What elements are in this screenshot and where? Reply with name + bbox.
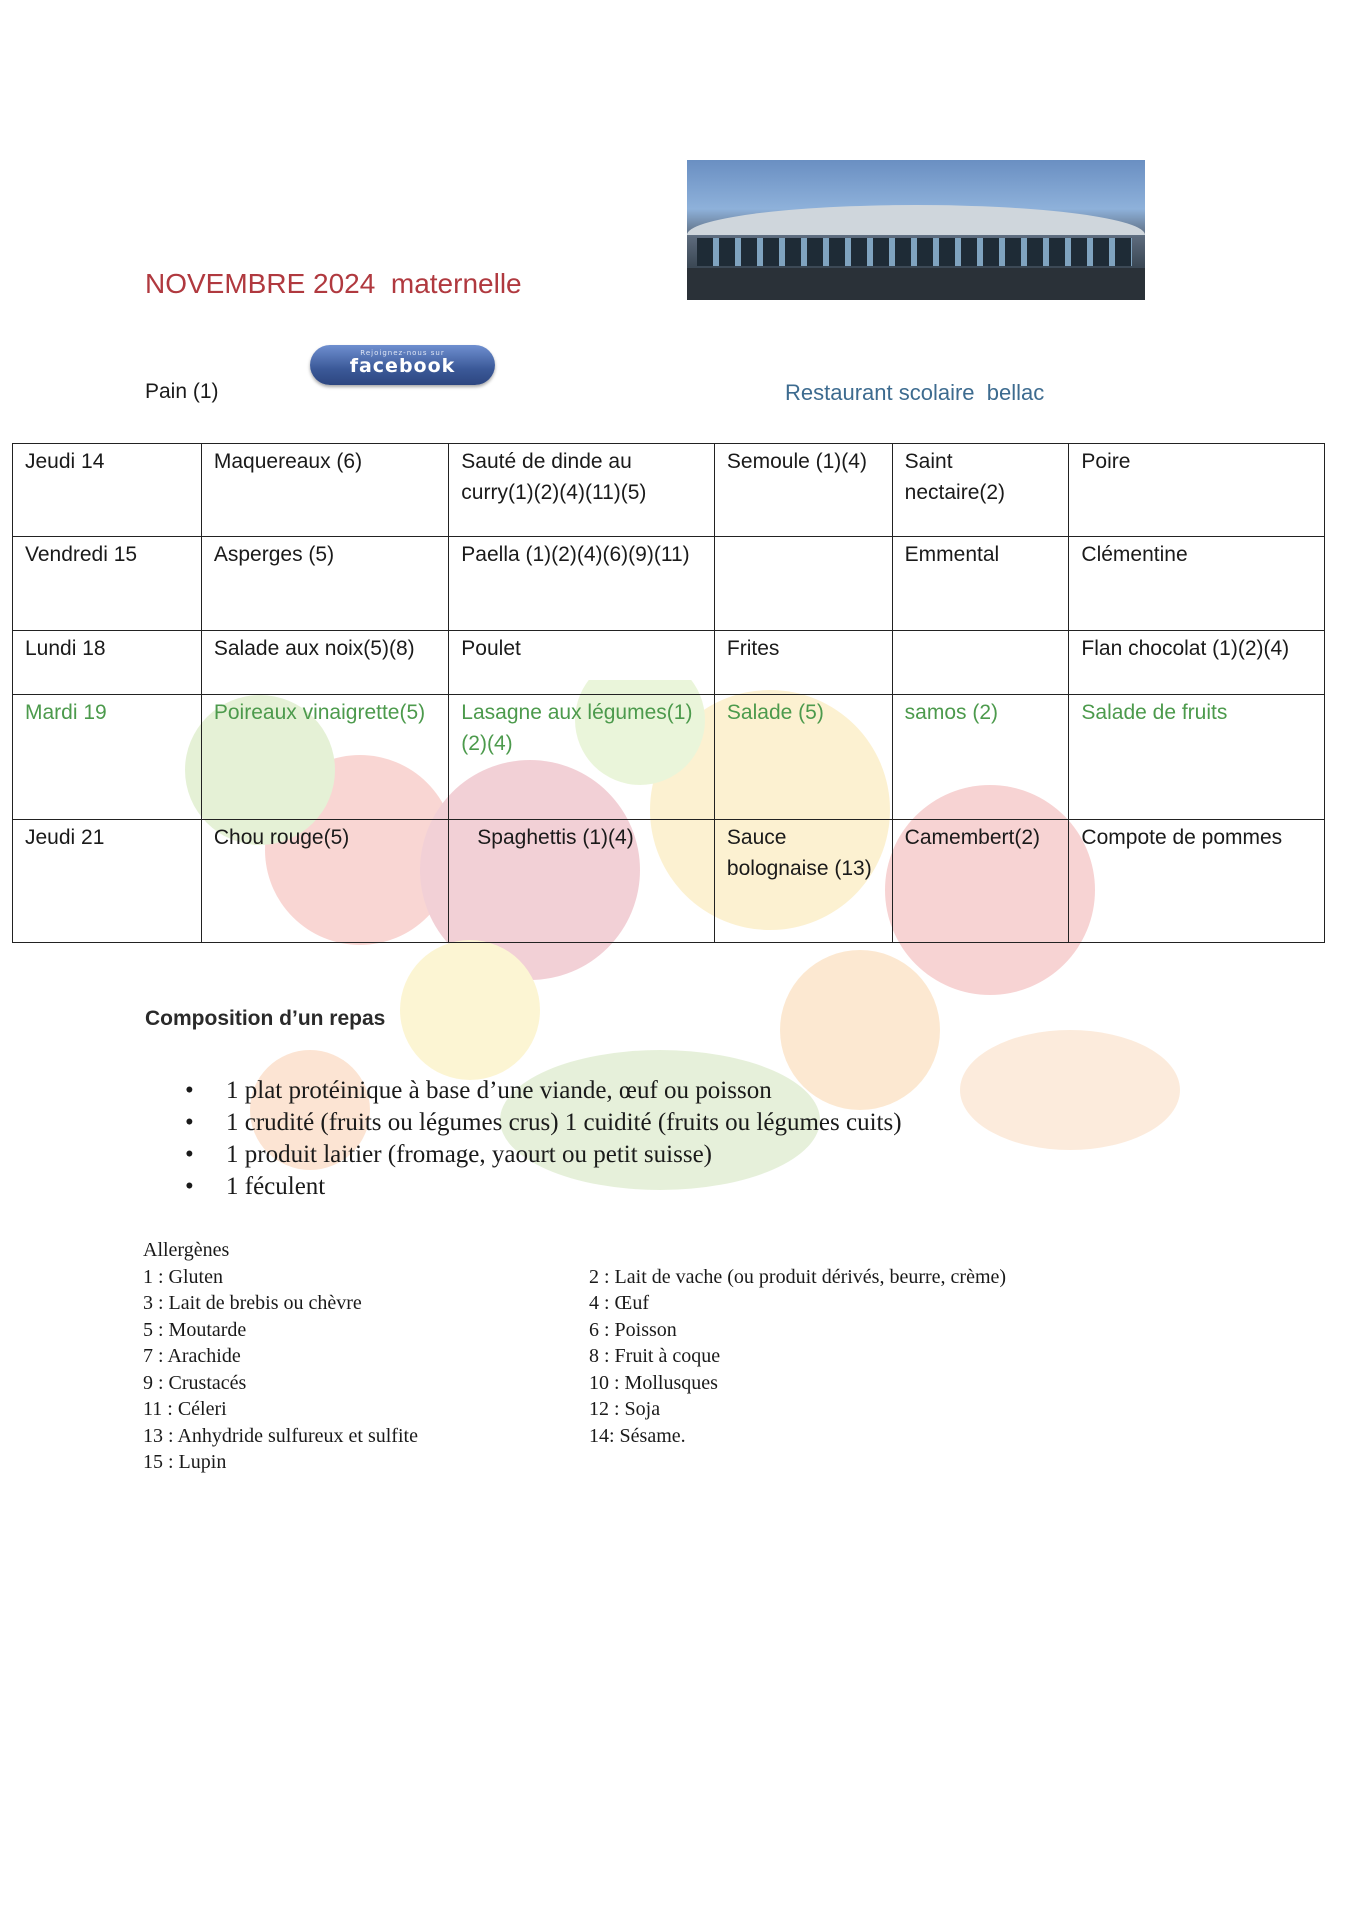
dessert-cell: Poire <box>1069 444 1325 537</box>
table-row <box>13 820 1325 943</box>
day-cell: Mardi 19 <box>13 695 202 820</box>
table-row <box>13 631 1325 695</box>
main-cell: Lasagne aux légumes(1)(2)(4) <box>449 695 715 820</box>
allergen-item: 5 : Moutarde <box>143 1318 247 1341</box>
side-cell: Frites <box>714 631 892 695</box>
page-title: NOVEMBRE 2024 maternelle <box>145 268 522 299</box>
bread-note: Pain (1) <box>145 380 219 403</box>
allergens-grid <box>143 1264 1143 1476</box>
allergen-item: 10 : Mollusques <box>589 1371 718 1394</box>
allergens-section <box>143 1237 1143 1476</box>
list-item: • 1 plat protéinique à base d’une viande, œuf ou poisson <box>185 1075 902 1107</box>
cheese-cell: samos (2) <box>892 695 1069 820</box>
entree-cell: Salade aux noix(5)(8) <box>201 631 448 695</box>
allergen-item: 7 : Arachide <box>143 1345 241 1367</box>
side-cell: Salade (5) <box>714 695 892 820</box>
allergen-item: 4 : Œuf <box>589 1292 649 1314</box>
composition-list <box>185 1075 902 1203</box>
allergens-heading: Allergènes <box>143 1239 230 1261</box>
allergen-item: 8 : Fruit à coque <box>589 1345 721 1367</box>
main-cell: Sauté de dinde au curry(1)(2)(4)(11)(5) <box>449 444 715 537</box>
restaurant-name: Restaurant scolaire bellac <box>785 380 1045 405</box>
day-cell: Jeudi 14 <box>13 444 202 537</box>
facebook-join-text: Rejoignez-nous sur <box>360 349 445 357</box>
cheese-cell: Camembert(2) <box>892 820 1069 943</box>
table-row <box>13 444 1325 537</box>
dessert-cell: Clémentine <box>1069 537 1325 631</box>
allergen-item: 11 : Céleri <box>143 1398 227 1420</box>
list-item: • 1 féculent <box>185 1171 902 1203</box>
entree-cell: Asperges (5) <box>201 537 448 631</box>
menu-table <box>12 443 1325 943</box>
main-cell: Paella (1)(2)(4)(6)(9)(11) <box>449 537 715 631</box>
school-building-photo <box>687 160 1145 300</box>
allergen-item <box>589 1449 1109 1476</box>
side-cell: Semoule (1)(4) <box>714 444 892 537</box>
main-cell: Poulet <box>449 631 715 695</box>
side-cell: Sauce bolognaise (13) <box>714 820 892 943</box>
list-item: • 1 crudité (fruits ou légumes crus) 1 cuidité (fruits ou légumes cuits) <box>185 1107 902 1139</box>
allergen-item: 9 : Crustacés <box>143 1371 247 1394</box>
allergen-item: 2 : Lait de vache (ou produit dérivés, beurre, crème) <box>589 1265 1007 1288</box>
composition-heading: Composition d’un repas <box>145 1007 386 1030</box>
cheese-cell: Emmental <box>892 537 1069 631</box>
cheese-cell <box>892 631 1069 695</box>
facebook-logo-text: facebook <box>349 355 456 377</box>
list-item: • 1 produit laitier (fromage, yaourt ou petit suisse) <box>185 1139 902 1171</box>
allergen-item: 14: Sésame. <box>589 1424 686 1447</box>
cheese-cell: Saint nectaire(2) <box>892 444 1069 537</box>
day-cell: Lundi 18 <box>13 631 202 695</box>
allergen-item: 12 : Soja <box>589 1398 661 1420</box>
allergen-item: 6 : Poisson <box>589 1318 677 1341</box>
entree-cell: Poireaux vinaigrette(5) <box>201 695 448 820</box>
allergen-item: 15 : Lupin <box>143 1451 227 1473</box>
side-cell <box>714 537 892 631</box>
day-cell: Vendredi 15 <box>13 537 202 631</box>
allergen-item: 13 : Anhydride sulfureux et sulfite <box>143 1424 418 1447</box>
allergen-item: 3 : Lait de brebis ou chèvre <box>143 1292 362 1314</box>
table-row <box>13 537 1325 631</box>
dessert-cell: Compote de pommes <box>1069 820 1325 943</box>
main-cell: Spaghettis (1)(4) <box>449 820 715 943</box>
allergen-item: 1 : Gluten <box>143 1265 223 1288</box>
day-cell: Jeudi 21 <box>13 820 202 943</box>
dessert-cell: Salade de fruits <box>1069 695 1325 820</box>
dessert-cell: Flan chocolat (1)(2)(4) <box>1069 631 1325 695</box>
entree-cell: Chou rouge(5) <box>201 820 448 943</box>
entree-cell: Maquereaux (6) <box>201 444 448 537</box>
table-row <box>13 695 1325 820</box>
facebook-badge[interactable] <box>310 345 495 385</box>
